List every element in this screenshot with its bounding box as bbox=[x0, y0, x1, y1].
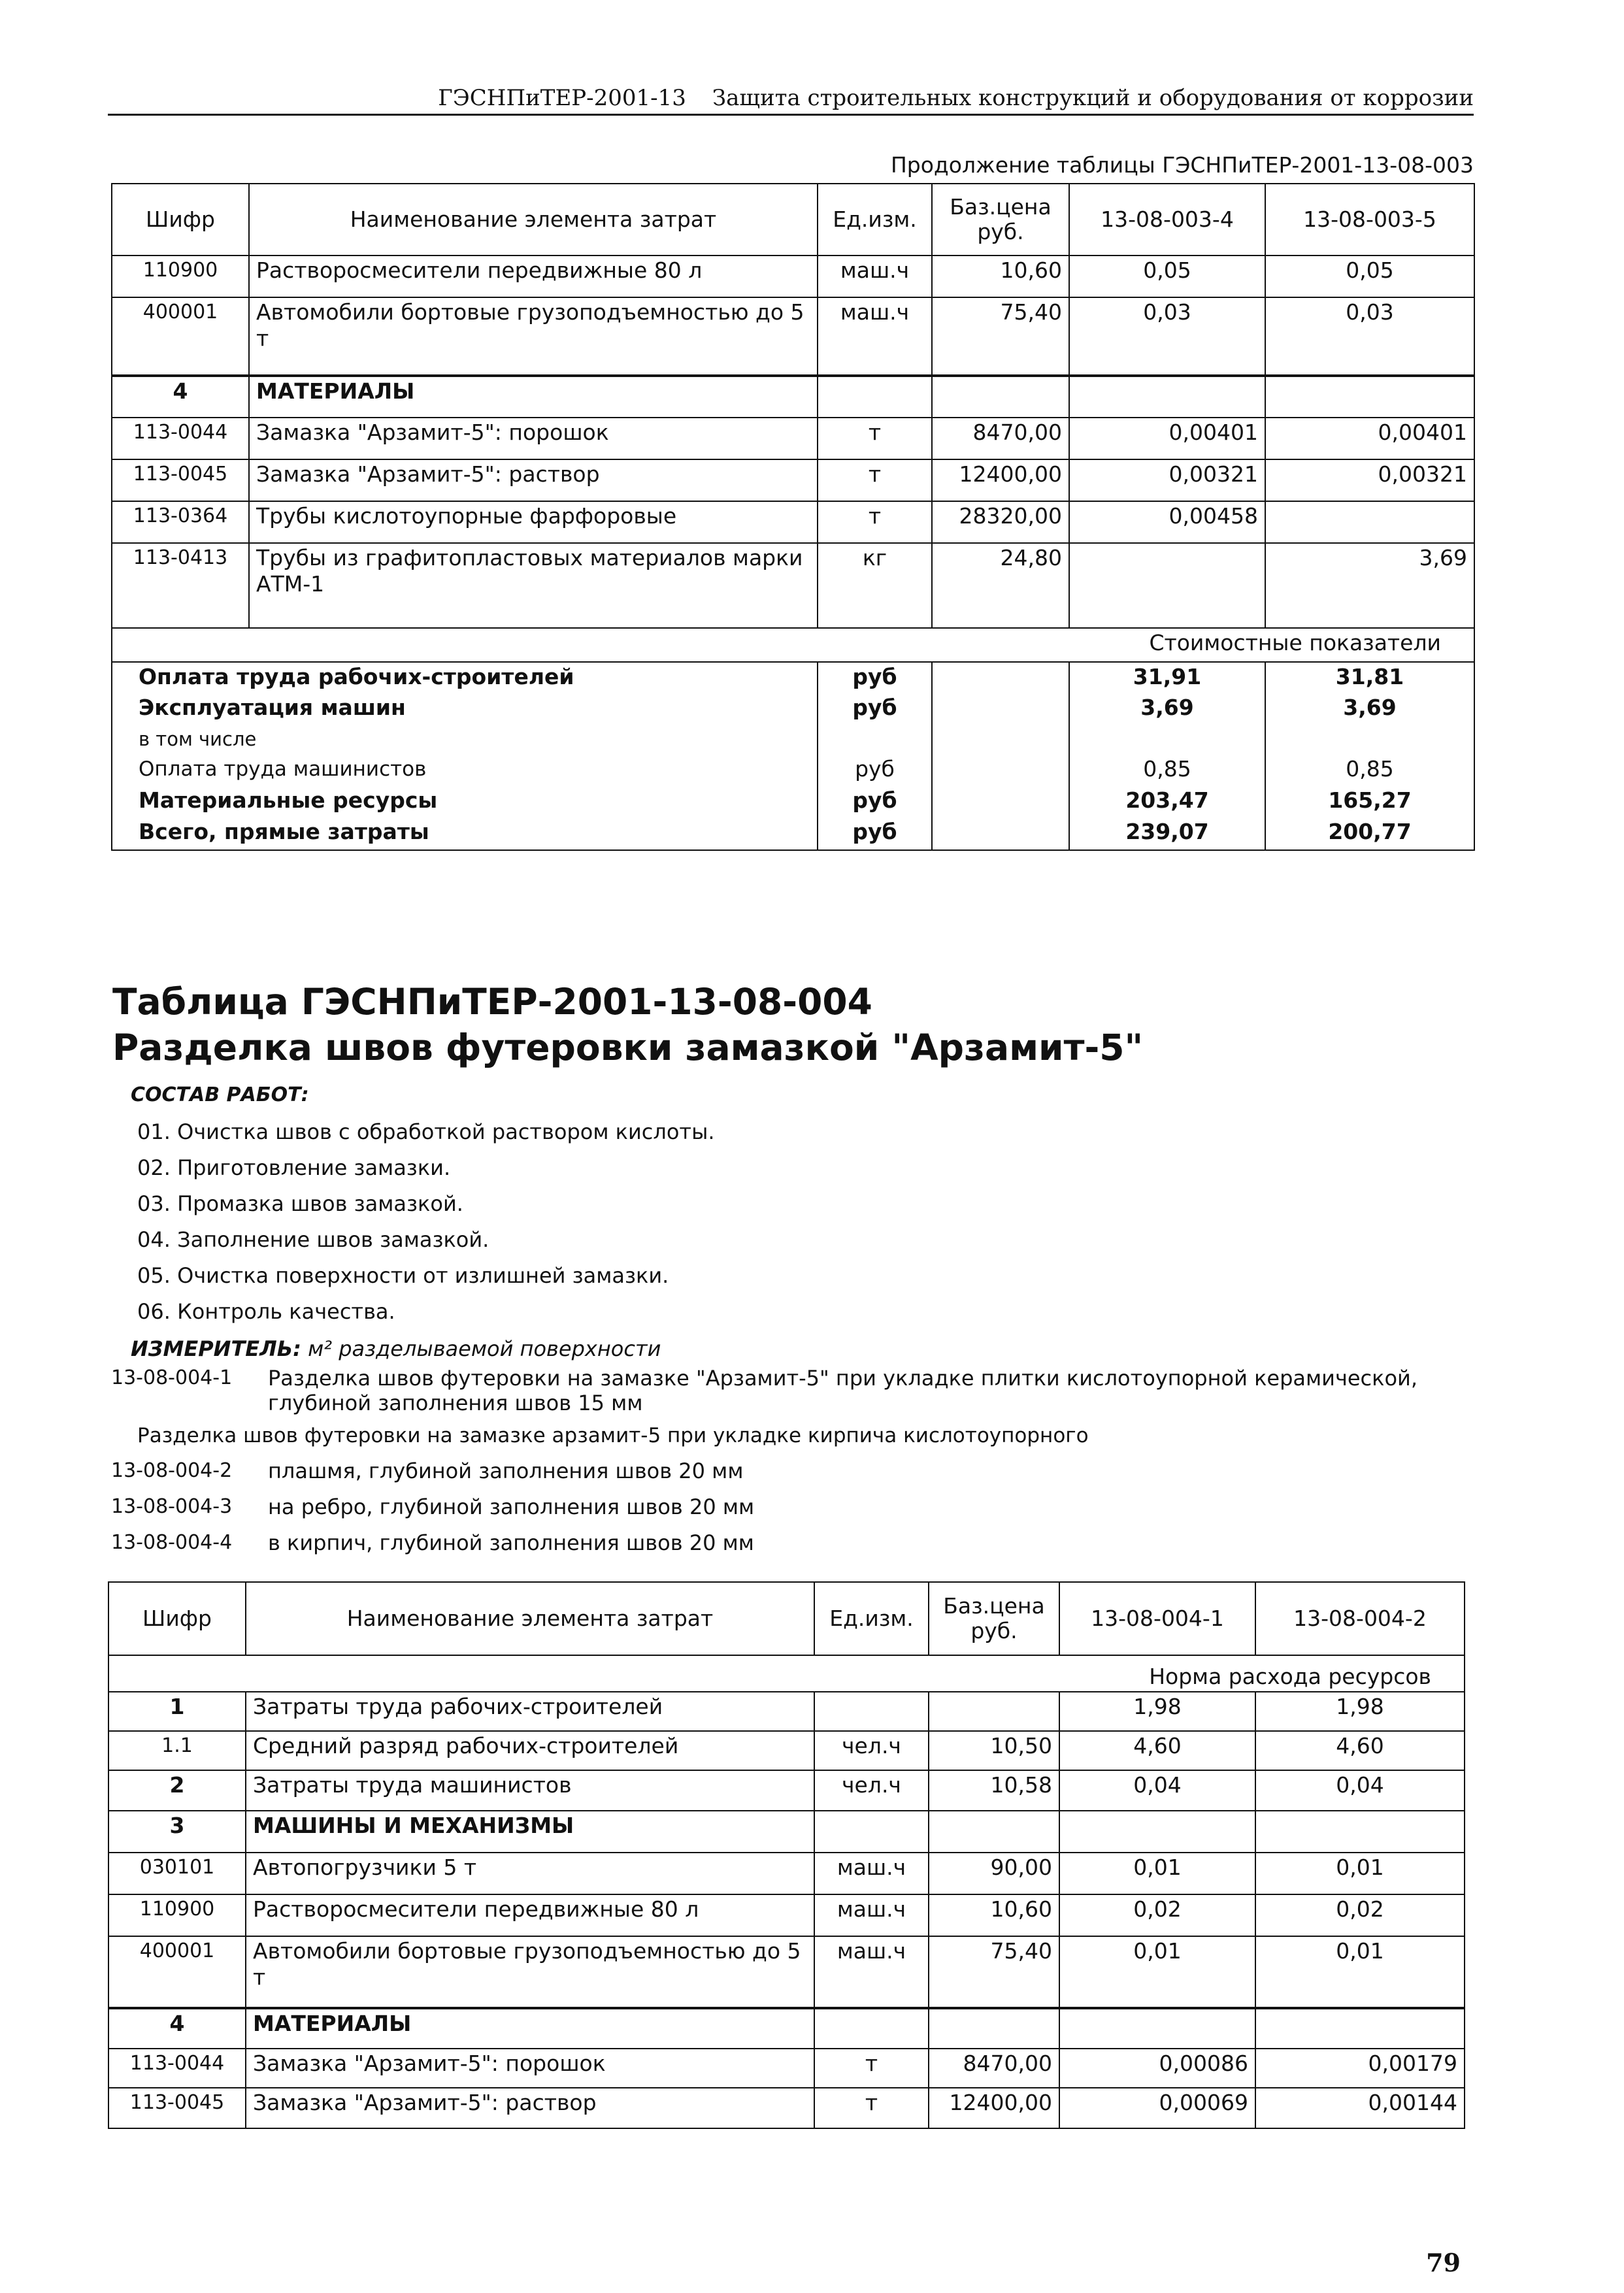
row-name: Автомобили бортовые грузоподъемностью до 5 т bbox=[246, 1936, 814, 2008]
row-unit: чел.ч bbox=[814, 1731, 929, 1770]
works-list bbox=[137, 1114, 715, 1330]
variant-row bbox=[111, 1530, 754, 1555]
row-price: 28320,00 bbox=[932, 501, 1069, 543]
cost-label: Оплата труда машинистов bbox=[112, 755, 818, 786]
cost-row bbox=[112, 786, 1474, 817]
list-item: 04. Заполнение швов замазкой. bbox=[137, 1227, 489, 1252]
row-price: 10,58 bbox=[929, 1770, 1059, 1811]
variant-text: Разделка швов футеровки на замазке "Арзамит-5" при укладке плитки кислотоупорной керамической, глубиной заполнения швов 15 мм bbox=[268, 1366, 1417, 1415]
row-unit bbox=[814, 2008, 929, 2049]
measure-label: ИЗМЕРИТЕЛЬ: bbox=[131, 1336, 301, 1361]
row-value-1: 0,00321 bbox=[1069, 459, 1265, 501]
row-price bbox=[932, 376, 1069, 418]
col-header-price: Баз.цена руб. bbox=[929, 1582, 1059, 1655]
cost-value-1: 239,07 bbox=[1069, 817, 1265, 850]
row-name: Трубы кислотоупорные фарфоровые bbox=[249, 501, 818, 543]
row-name: Средний разряд рабочих-строителей bbox=[246, 1731, 814, 1770]
list-item: 01. Очистка швов с обработкой раствором кислоты. bbox=[137, 1119, 715, 1144]
row-name: МАШИНЫ И МЕХАНИЗМЫ bbox=[246, 1811, 814, 1853]
row-value-1 bbox=[1059, 2008, 1255, 2049]
row-code: 113-0044 bbox=[108, 2049, 246, 2088]
row-value-2: 4,60 bbox=[1255, 1731, 1465, 1770]
sostav-label: СОСТАВ РАБОТ: bbox=[131, 1083, 309, 1106]
row-price: 75,40 bbox=[932, 297, 1069, 376]
row-code: 110900 bbox=[108, 1894, 246, 1936]
variant-row bbox=[111, 1494, 754, 1519]
list-item: 06. Контроль качества. bbox=[137, 1299, 395, 1324]
row-code: 113-0044 bbox=[112, 418, 249, 459]
running-header bbox=[108, 71, 1474, 116]
row-code: 1.1 bbox=[108, 1731, 246, 1770]
row-price bbox=[929, 1692, 1059, 1731]
cost-value-2: 31,81 bbox=[1265, 662, 1474, 693]
cost-value-2: 200,77 bbox=[1265, 817, 1474, 850]
cost-label: Эксплуатация машин bbox=[112, 693, 818, 725]
row-price: 10,60 bbox=[929, 1894, 1059, 1936]
row-price: 12400,00 bbox=[929, 2088, 1059, 2128]
cost-value-2: 0,85 bbox=[1265, 755, 1474, 786]
row-value-1: 0,00458 bbox=[1069, 501, 1265, 543]
col-header-unit: Ед.изм. bbox=[818, 184, 932, 256]
cost-unit: руб bbox=[818, 755, 932, 786]
row-code: 113-0045 bbox=[112, 459, 249, 501]
cost-row bbox=[112, 755, 1474, 786]
table-row bbox=[108, 1731, 1465, 1770]
cost-row bbox=[112, 817, 1474, 850]
row-unit: чел.ч bbox=[814, 1770, 929, 1811]
col-header-code: Шифр bbox=[108, 1582, 246, 1655]
row-code: 3 bbox=[108, 1811, 246, 1853]
col-header-unit: Ед.изм. bbox=[814, 1582, 929, 1655]
variant-code: 13-08-004-4 bbox=[111, 1531, 233, 1554]
row-code: 1 bbox=[108, 1692, 246, 1731]
row-value-2 bbox=[1255, 2008, 1465, 2049]
row-unit: маш.ч bbox=[814, 1936, 929, 2008]
page-number: 79 bbox=[1426, 2248, 1461, 2277]
row-name: Трубы из графитопластовых материалов марки АТМ-1 bbox=[249, 543, 818, 628]
cost-label: Материальные ресурсы bbox=[112, 786, 818, 817]
measure-value: м² разделываемой поверхности bbox=[308, 1336, 661, 1361]
row-value-2: 0,00144 bbox=[1255, 2088, 1465, 2128]
row-price bbox=[929, 1811, 1059, 1853]
cost-value-1 bbox=[1069, 725, 1265, 755]
cost-label: в том числе bbox=[112, 725, 818, 755]
row-value-2: 0,00321 bbox=[1265, 459, 1474, 501]
table-row bbox=[108, 1936, 1465, 2008]
table-row bbox=[112, 256, 1474, 297]
cost-price bbox=[932, 725, 1069, 755]
row-code: 030101 bbox=[108, 1853, 246, 1894]
table-row bbox=[108, 2049, 1465, 2088]
cost-unit: руб bbox=[818, 662, 932, 693]
variant-text: плашмя, глубиной заполнения швов 20 мм bbox=[268, 1459, 744, 1483]
row-unit: маш.ч bbox=[818, 297, 932, 376]
row-unit: маш.ч bbox=[814, 1853, 929, 1894]
row-value-1: 1,98 bbox=[1059, 1692, 1255, 1731]
cost-price bbox=[932, 662, 1069, 693]
row-name: Автопогрузчики 5 т bbox=[246, 1853, 814, 1894]
row-price: 90,00 bbox=[929, 1853, 1059, 1894]
row-value-2: 0,01 bbox=[1255, 1936, 1465, 2008]
table-row bbox=[108, 1811, 1465, 1853]
row-value-2: 0,04 bbox=[1255, 1770, 1465, 1811]
table1-caption: Продолжение таблицы ГЭСНПиТЕР-2001-13-08-003 bbox=[890, 152, 1474, 178]
table-row bbox=[108, 2008, 1465, 2049]
row-unit: т bbox=[818, 418, 932, 459]
variant-row bbox=[111, 1366, 1477, 1415]
row-code: 2 bbox=[108, 1770, 246, 1811]
list-item: 05. Очистка поверхности от излишней замазки. bbox=[137, 1263, 669, 1288]
cost-row bbox=[112, 693, 1474, 725]
row-value-1: 0,01 bbox=[1059, 1936, 1255, 2008]
row-value-2: 0,00401 bbox=[1265, 418, 1474, 459]
row-value-2: 1,98 bbox=[1255, 1692, 1465, 1731]
table-row bbox=[108, 1692, 1465, 1731]
table-row bbox=[112, 459, 1474, 501]
norm-title: Норма расхода ресурсов bbox=[108, 1655, 1465, 1692]
cost-row bbox=[112, 725, 1474, 755]
col-header-variant-2: 13-08-004-2 bbox=[1255, 1582, 1465, 1655]
row-price bbox=[929, 2008, 1059, 2049]
row-price: 8470,00 bbox=[929, 2049, 1059, 2088]
row-name: Растворосмесители передвижные 80 л bbox=[249, 256, 818, 297]
table-subtitle: Разделка швов футеровки замазкой "Арзамит-5" bbox=[112, 1027, 1144, 1068]
cost-price bbox=[932, 817, 1069, 850]
row-code: 113-0413 bbox=[112, 543, 249, 628]
row-price: 75,40 bbox=[929, 1936, 1059, 2008]
cost-price bbox=[932, 786, 1069, 817]
row-price: 8470,00 bbox=[932, 418, 1069, 459]
row-unit: маш.ч bbox=[818, 256, 932, 297]
row-code: 113-0045 bbox=[108, 2088, 246, 2128]
table-row bbox=[112, 376, 1474, 418]
row-code: 4 bbox=[112, 376, 249, 418]
row-unit: т bbox=[814, 2088, 929, 2128]
cost-value-2 bbox=[1265, 725, 1474, 755]
row-value-1: 0,00401 bbox=[1069, 418, 1265, 459]
row-value-1 bbox=[1059, 1811, 1255, 1853]
row-name: Автомобили бортовые грузоподъемностью до 5 т bbox=[249, 297, 818, 376]
table1-header-row bbox=[112, 184, 1474, 256]
cost-value-1: 203,47 bbox=[1069, 786, 1265, 817]
row-unit: т bbox=[818, 459, 932, 501]
row-value-1: 0,05 bbox=[1069, 256, 1265, 297]
cost-title-row bbox=[112, 628, 1474, 662]
row-code: 400001 bbox=[108, 1936, 246, 2008]
row-value-1: 0,00086 bbox=[1059, 2049, 1255, 2088]
cost-value-1: 31,91 bbox=[1069, 662, 1265, 693]
row-value-2: 3,69 bbox=[1265, 543, 1474, 628]
table-row bbox=[108, 1853, 1465, 1894]
variant-text: в кирпич, глубиной заполнения швов 20 мм bbox=[268, 1530, 754, 1555]
cost-unit: руб bbox=[818, 786, 932, 817]
table-row bbox=[112, 501, 1474, 543]
row-code: 110900 bbox=[112, 256, 249, 297]
row-price: 10,60 bbox=[932, 256, 1069, 297]
row-name: МАТЕРИАЛЫ bbox=[249, 376, 818, 418]
cost-unit: руб bbox=[818, 693, 932, 725]
row-value-2 bbox=[1265, 376, 1474, 418]
row-price: 24,80 bbox=[932, 543, 1069, 628]
cost-value-1: 0,85 bbox=[1069, 755, 1265, 786]
list-item: 03. Промазка швов замазкой. bbox=[137, 1191, 463, 1216]
row-name: Затраты труда машинистов bbox=[246, 1770, 814, 1811]
row-value-1: 4,60 bbox=[1059, 1731, 1255, 1770]
cost-title: Стоимостные показатели bbox=[112, 628, 1474, 662]
row-value-2 bbox=[1255, 1811, 1465, 1853]
col-header-name: Наименование элемента затрат bbox=[246, 1582, 814, 1655]
row-value-2: 0,05 bbox=[1265, 256, 1474, 297]
cost-price bbox=[932, 755, 1069, 786]
row-unit: кг bbox=[818, 543, 932, 628]
row-value-1: 0,03 bbox=[1069, 297, 1265, 376]
row-unit bbox=[814, 1692, 929, 1731]
row-value-1: 0,01 bbox=[1059, 1853, 1255, 1894]
table-title: Таблица ГЭСНПиТЕР-2001-13-08-004 bbox=[112, 981, 872, 1023]
cost-value-1: 3,69 bbox=[1069, 693, 1265, 725]
table-row bbox=[108, 2088, 1465, 2128]
header-code: ГЭСНПиТЕР-2001-13 bbox=[438, 85, 686, 111]
header-title: Защита строительных конструкций и оборудования от коррозии bbox=[712, 85, 1474, 111]
row-value-1: 0,04 bbox=[1059, 1770, 1255, 1811]
cost-price bbox=[932, 693, 1069, 725]
col-header-variant-1: 13-08-003-4 bbox=[1069, 184, 1265, 256]
table-row bbox=[112, 418, 1474, 459]
col-header-price: Баз.цена руб. bbox=[932, 184, 1069, 256]
cost-value-2: 3,69 bbox=[1265, 693, 1474, 725]
table-row bbox=[112, 297, 1474, 376]
row-name: Замазка "Арзамит-5": раствор bbox=[246, 2088, 814, 2128]
row-value-1 bbox=[1069, 376, 1265, 418]
row-code: 113-0364 bbox=[112, 501, 249, 543]
cost-value-2: 165,27 bbox=[1265, 786, 1474, 817]
norm-title-row bbox=[108, 1655, 1465, 1692]
measure-line bbox=[131, 1336, 661, 1361]
list-item: 02. Приготовление замазки. bbox=[137, 1155, 451, 1180]
variant-code: 13-08-004-1 bbox=[111, 1366, 233, 1389]
col-header-name: Наименование элемента затрат bbox=[249, 184, 818, 256]
row-value-2: 0,00179 bbox=[1255, 2049, 1465, 2088]
table1 bbox=[111, 183, 1475, 851]
row-unit bbox=[818, 376, 932, 418]
table2 bbox=[108, 1581, 1465, 2129]
row-name: Замазка "Арзамит-5": порошок bbox=[246, 2049, 814, 2088]
row-name: Растворосмесители передвижные 80 л bbox=[246, 1894, 814, 1936]
row-price: 10,50 bbox=[929, 1731, 1059, 1770]
variant-row bbox=[111, 1459, 743, 1483]
row-unit bbox=[814, 1811, 929, 1853]
variant-code: 13-08-004-2 bbox=[111, 1459, 233, 1482]
variant-text: на ребро, глубиной заполнения швов 20 мм bbox=[268, 1494, 755, 1519]
col-header-variant-1: 13-08-004-1 bbox=[1059, 1582, 1255, 1655]
cost-row bbox=[112, 662, 1474, 693]
table-row bbox=[108, 1770, 1465, 1811]
cost-unit bbox=[818, 725, 932, 755]
col-header-variant-2: 13-08-003-5 bbox=[1265, 184, 1474, 256]
row-value-2 bbox=[1265, 501, 1474, 543]
row-code: 400001 bbox=[112, 297, 249, 376]
row-value-2: 0,03 bbox=[1265, 297, 1474, 376]
cost-label: Оплата труда рабочих-строителей bbox=[112, 662, 818, 693]
row-value-1: 0,02 bbox=[1059, 1894, 1255, 1936]
row-name: МАТЕРИАЛЫ bbox=[246, 2008, 814, 2049]
row-code: 4 bbox=[108, 2008, 246, 2049]
variant-group-text: Разделка швов футеровки на замазке арзамит-5 при укладке кирпича кислотоупорного bbox=[137, 1424, 1089, 1447]
row-unit: маш.ч bbox=[814, 1894, 929, 1936]
row-value-2: 0,01 bbox=[1255, 1853, 1465, 1894]
table-row bbox=[108, 1894, 1465, 1936]
row-unit: т bbox=[814, 2049, 929, 2088]
row-value-2: 0,02 bbox=[1255, 1894, 1465, 1936]
col-header-code: Шифр bbox=[112, 184, 249, 256]
table-row bbox=[112, 543, 1474, 628]
row-unit: т bbox=[818, 501, 932, 543]
row-name: Затраты труда рабочих-строителей bbox=[246, 1692, 814, 1731]
table2-header-row bbox=[108, 1582, 1465, 1655]
cost-unit: руб bbox=[818, 817, 932, 850]
row-value-1 bbox=[1069, 543, 1265, 628]
row-price: 12400,00 bbox=[932, 459, 1069, 501]
row-value-1: 0,00069 bbox=[1059, 2088, 1255, 2128]
row-name: Замазка "Арзамит-5": раствор bbox=[249, 459, 818, 501]
variant-code: 13-08-004-3 bbox=[111, 1495, 233, 1518]
row-name: Замазка "Арзамит-5": порошок bbox=[249, 418, 818, 459]
cost-label: Всего, прямые затраты bbox=[112, 817, 818, 850]
